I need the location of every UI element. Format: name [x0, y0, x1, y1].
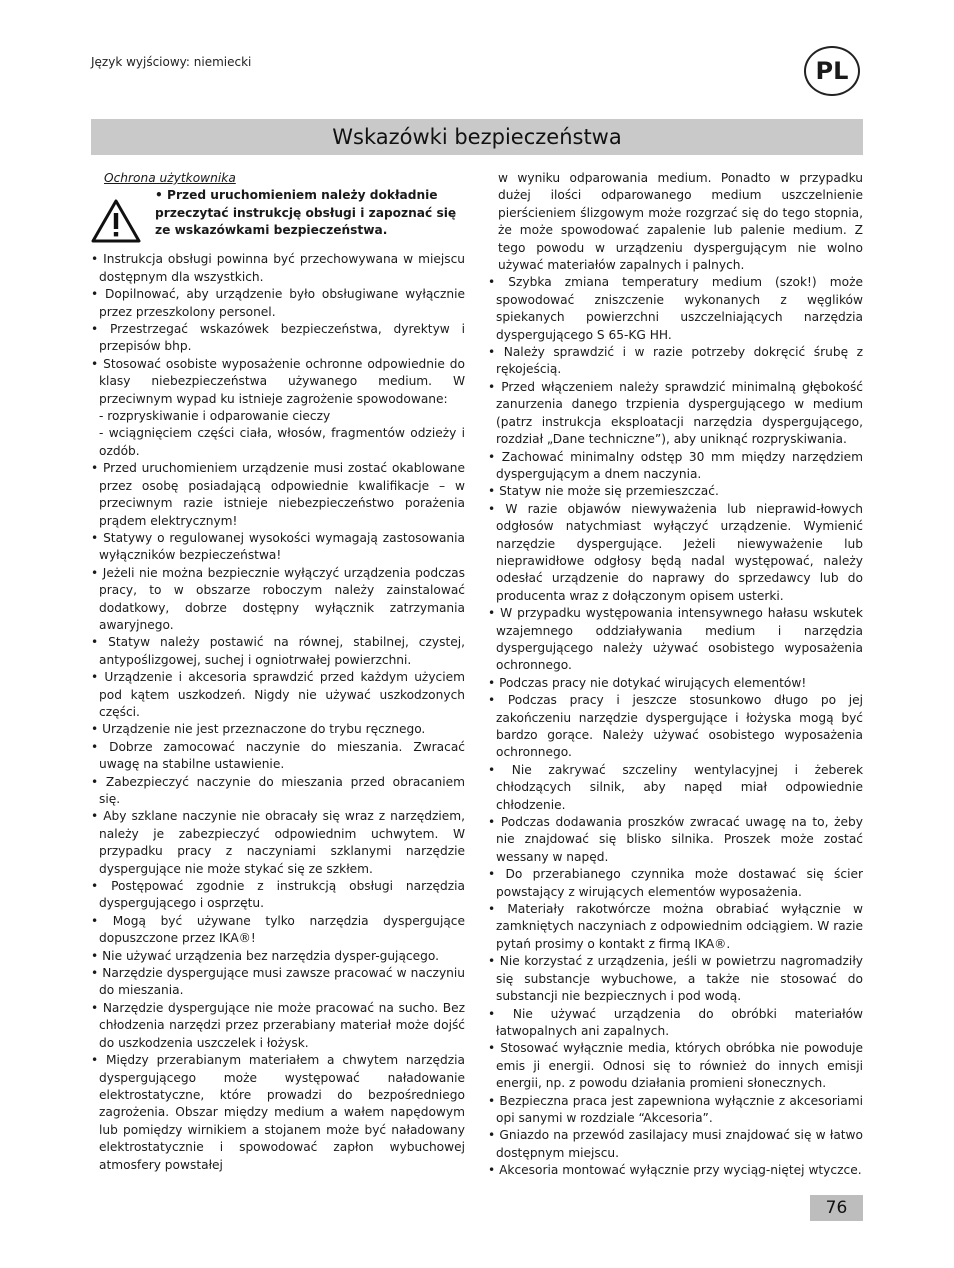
- list-item: • Nie zakrywać szczeliny wentylacyjnej i żeberek chłodzących silnik, aby napęd miał odpowiednie chłodzenie.: [488, 762, 863, 812]
- list-item: • Narzędzie dyspergujące nie może pracować na sucho. Bez chłodzenia narzędzi przez przerabiany materiał może dojść do uszkodzenia uszczelek i łożysk.: [91, 1000, 465, 1050]
- right-list: [488, 170, 863, 1180]
- left-list: [91, 251, 465, 1174]
- language-badge: PL: [804, 46, 860, 96]
- page-number: 76: [810, 1195, 863, 1221]
- list-item: • Przed włączeniem należy sprawdzić minimalną głębokość zanurzenia danego trzpienia dyspergującego w medium (patrz instrukcja eksploatacji narzędzia dyspergującego, rozdział „Dane techniczne”), aby uniknąć rozpryskiwania.: [488, 379, 863, 447]
- warning-block: [91, 187, 465, 251]
- list-item: w wyniku odparowania medium. Ponadto w przypadku dużej ilości odparowanego medium uszczelnienie pierścieniem ślizgowym może rozgrzać się do tego stopnia, że może spowodować zapalenie lub palenie medium. Z tego powodu w urządzeniu dyspergującym nie wolno używać materiałów zapalnych i palnych.: [498, 171, 863, 273]
- list-item: • Urządzenie nie jest przeznaczone do trybu ręcznego.: [91, 722, 426, 737]
- list-item: • Urządzenie i akcesoria sprawdzić przed każdym użyciem pod kątem uszkodzeń. Nigdy nie używać uszkodzonych części.: [91, 670, 465, 719]
- list-item: • W przypadku występowania intensywnego hałasu wskutek wzajemnego oddziaływania medium i narzędzia dyspergującego należy używać osobistego wyposażenia ochronnego.: [488, 606, 863, 673]
- title-bar: [91, 119, 863, 155]
- list-item: • Podczas dodawania proszków zwracać uwagę na to, żeby nie znajdować się blisko silnika. Proszek może zostać wessany w napęd.: [488, 815, 863, 864]
- list-item: • Aby szklane naczynie nie obracały się wraz z narzędziem, należy je zabezpieczyć odpowiednim uchwytem. W przypadku pracy z naczyniami szklanymi narzędzie dyspergujące nie może stykać się ze szkłem.: [91, 809, 465, 876]
- list-item: • Nie korzystać z urządzenia, jeśli w powietrzu nagromadziły się substancje wybuchowe, a także nie stosować do substancji nie bezpiecznych i pod wodą.: [488, 954, 863, 1004]
- list-item: • Przed uruchomieniem urządzenie musi zostać okablowane przez osobę posiadającą odpowiednie kwalifikacje – w przeciwnym razie istnieje niebezpieczeństwo porażenia prądem elektrycznym!: [91, 461, 465, 528]
- list-item: • Między przerabianym materiałem a chwytem narzędzia dyspergującego może występować naładowanie elektrostatyczne, które prowadzi do bezpośredniego zagrożenia. Obszar między medium a wałem napędowym lub pomiędzy wirnikiem a stojanem może być naładowany elektrostatycznie i spowodować zapłon wybuchowej atmosfery powstałej: [91, 1053, 465, 1172]
- list-item: • Postępować zgodnie z instrukcją obsługi narzędzia dyspergującego i osprzętu.: [91, 879, 465, 911]
- list-item: • Podczas pracy nie dotykać wirujących elementów!: [488, 675, 807, 690]
- list-item: • Instrukcja obsługi powinna być przechowywana w miejscu dostępnym dla wszystkich.: [91, 252, 465, 284]
- list-item: • Narzędzie dyspergujące musi zawsze pracować w naczyniu do mieszania.: [91, 966, 465, 998]
- list-item: • Jeżeli nie można bezpiecznie wyłączyć urządzenia podczas pracy, to w obszarze roboczym należy zainstalować dodatkowy, dobrze dostępny wyłącznik zatrzymania awaryjnego.: [91, 565, 465, 632]
- right-column: [488, 170, 863, 1180]
- list-item: • Stosować osobiste wyposażenie ochronne odpowiednie do klasy niebezpieczeństwa używanego medium. W przeciwnym wypad ku istnieje zagrożenie spowodowane:: [91, 356, 465, 406]
- list-item: • W razie objawów niewyważenia lub nieprawid-łowych odgłosów natychmiast wyłączyć urządzenie. Wymienić narzędzie dyspergujące. Jeżeli niewyważenie lub nieprawidłowe odgłosy będą nadal występować, należy odesłać urządzenie do naprawy do sprzedawcy lub do producenta wraz z dołączonym opisem usterki.: [488, 501, 863, 603]
- list-item: • Mogą być używane tylko narzędzia dyspergujące dopuszczone przez IKA®!: [91, 913, 465, 946]
- list-item: - rozpryskiwanie i odparowanie cieczy: [99, 409, 331, 424]
- list-item: • Gniazdo na przewód zasilajacy musi znajdować się w łatwo dostępnym miejscu.: [488, 1128, 863, 1160]
- list-item: • Zabezpieczyć naczynie do mieszania przed obracaniem się.: [91, 774, 465, 806]
- list-item: - wciągnięciem części ciała, włosów, fragmentów odzieży i ozdób.: [99, 426, 465, 458]
- source-language: Język wyjściowy: niemiecki: [91, 55, 252, 69]
- list-item: • Nie używać urządzenia do obróbki materiałów łatwopalnych ani zapalnych.: [488, 1006, 863, 1038]
- warning-text: • Przed uruchomieniem należy dokładnie przeczytać instrukcję obsługi i zapoznać się ze wskazówkami bezpieczeństwa.: [155, 188, 457, 238]
- list-item: • Bezpieczna praca jest zapewniona wyłącznie z akcesoriami opi sanymi w rozdziale “Akcesoria”.: [488, 1093, 863, 1125]
- list-item: • Akcesoria montować wyłącznie przy wyciąg-niętej wtyczce.: [488, 1163, 862, 1178]
- left-column: [91, 170, 465, 1174]
- list-item: • Statywy o regulowanej wysokości wymagają zastosowania wyłączników bezpieczeństwa!: [91, 530, 465, 563]
- list-item: • Zachować minimalny odstęp 30 mm między narzędziem dyspergującym a dnem naczynia.: [488, 449, 863, 481]
- list-item: • Materiały rakotwórcze można obrabiać wyłącznie w zamkniętych naczyniach z odpowiednim odciągiem. W razie pytań prosimy o kontakt z firmą IKA®.: [488, 902, 863, 951]
- section-label: Ochrona użytkownika: [104, 171, 236, 185]
- list-item: • Szybka zmiana temperatury medium (szok!) może spowodować zniszczenie wykonanych z węglików spiekanych powierzchni uszczelniających narzędzia dyspergującego S 65-KG HH.: [488, 275, 863, 342]
- warning-triangle-icon: [91, 199, 141, 243]
- page-title: Wskazówki bezpieczeństwa: [332, 125, 622, 149]
- list-item: • Statyw nie może się przemieszczać.: [488, 484, 719, 499]
- list-item: • Nie używać urządzenia bez narzędzia dysper-gującego.: [91, 948, 439, 963]
- list-item: • Należy sprawdzić i w razie potrzeby dokręcić śrubę z rękojeścią.: [488, 345, 863, 377]
- list-item: • Stosować wyłącznie media, których obróbka nie powoduje emis ji energii. Odnosi się to również do innych emisji energii, np. z powodu działania promieni słonecznych.: [488, 1041, 863, 1091]
- list-item: • Przestrzegać wskazówek bezpieczeństwa, dyrektyw i przepisów bhp.: [91, 322, 465, 354]
- list-item: • Dobrze zamocować naczynie do mieszania. Zwracać uwagę na stabilne ustawienie.: [91, 739, 465, 772]
- list-item: • Statyw należy postawić na równej, stabilnej, czystej, antypoślizgowej, suchej i ogniotrwałej powierzchni.: [91, 635, 465, 667]
- list-item: • Do przerabianego czynnika może dostawać się ścier powstający z wirujących elementów wyposażenia.: [488, 867, 863, 899]
- list-item: • Podczas pracy i jeszcze stosunkowo długo po jej zakończeniu narzędzie dyspergujące i łożyska mogą być bardzo gorące. Należy używać osobistego wyposażenia ochronnego.: [488, 693, 863, 760]
- list-item: • Dopilnować, aby urządzenie było obsługiwane wyłącznie przez przeszkolony personel.: [91, 287, 465, 319]
